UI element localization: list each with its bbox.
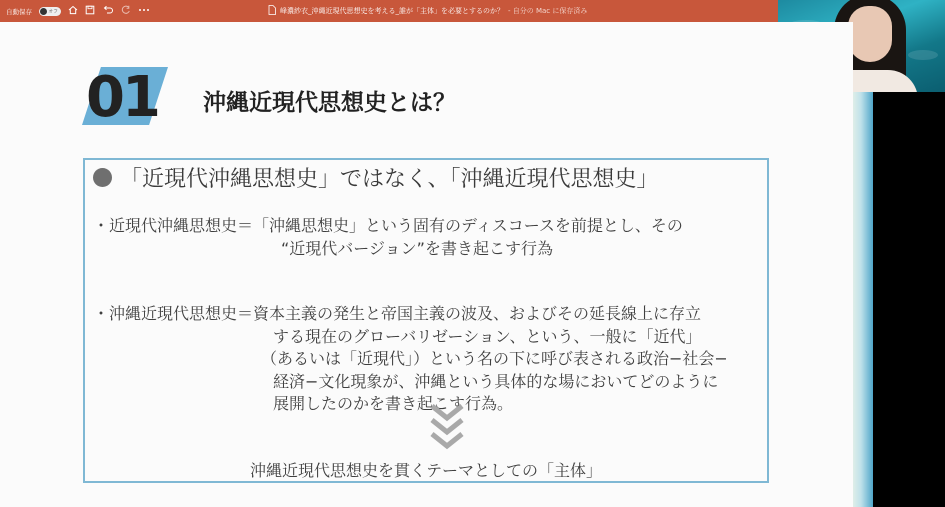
save-status: - 自分の Mac に保存済み [508,7,588,15]
definition-2-line: 経済−文化現象が、沖縄という具体的な場においてどのように [273,371,719,391]
definition-2-line: （あるいは「近現代」）という名の下に呼び表される政治−社会− [261,349,728,368]
definition-2-first-line [93,303,728,326]
headline-text: 「近現代沖縄思想史」ではなく、「沖縄近現代思想史」 [120,167,659,192]
water-ripple [908,50,938,60]
definition-1-term: ・近現代沖縄思想史＝ [93,216,254,235]
bullet-icon [93,168,112,187]
document-icon [268,5,276,17]
definition-2-line: 資本主義の発生と帝国主義の波及、およびその延長線上に存立 [253,304,702,323]
definition-1 [93,215,683,260]
side-panel [873,92,945,507]
definition-2-term: ・沖縄近現代思想史＝ [93,304,254,323]
document-title [268,0,587,22]
headline [93,162,659,193]
section-number-badge [82,65,170,130]
document-name: 峰濃紗衣_沖縄近現代思想史を考える_誰が「主体」を必要とするのか？ [280,7,504,15]
presentation-slide [0,22,853,507]
conclusion-text: 沖縄近現代思想史を貫くテーマとしての「主体」 [249,461,602,480]
undo-icon[interactable] [102,5,114,18]
autosave-label: 自動保存 [6,7,32,16]
definition-2-line: 展開したのかを書き起こす行為。 [273,394,514,413]
participant-face [848,6,892,62]
autosave-toggle-state: オフ [48,8,58,15]
content-box [83,158,769,483]
more-icon[interactable] [138,5,150,18]
titlebar-controls [0,5,150,18]
definition-1-line: 「沖縄思想史」という固有のディスコースを前提とし、その [253,216,683,235]
definition-1-line: “近現代バージョン”を書き起こす行為 [281,238,553,258]
redo-icon[interactable] [121,5,131,18]
definition-2 [93,303,728,416]
autosave-toggle[interactable] [39,7,61,16]
background-strip [853,92,873,507]
home-icon[interactable] [68,5,78,18]
definition-1-first-line [93,215,683,238]
save-icon[interactable] [85,5,95,18]
section-number: 01 [86,65,158,130]
section-title: 沖縄近現代思想史とは？ [203,90,456,116]
window-titlebar [0,0,778,22]
chevron-down-icon [429,403,465,451]
definition-2-line: する現在のグローバリゼーション、という、一般に「近代」 [273,326,702,346]
